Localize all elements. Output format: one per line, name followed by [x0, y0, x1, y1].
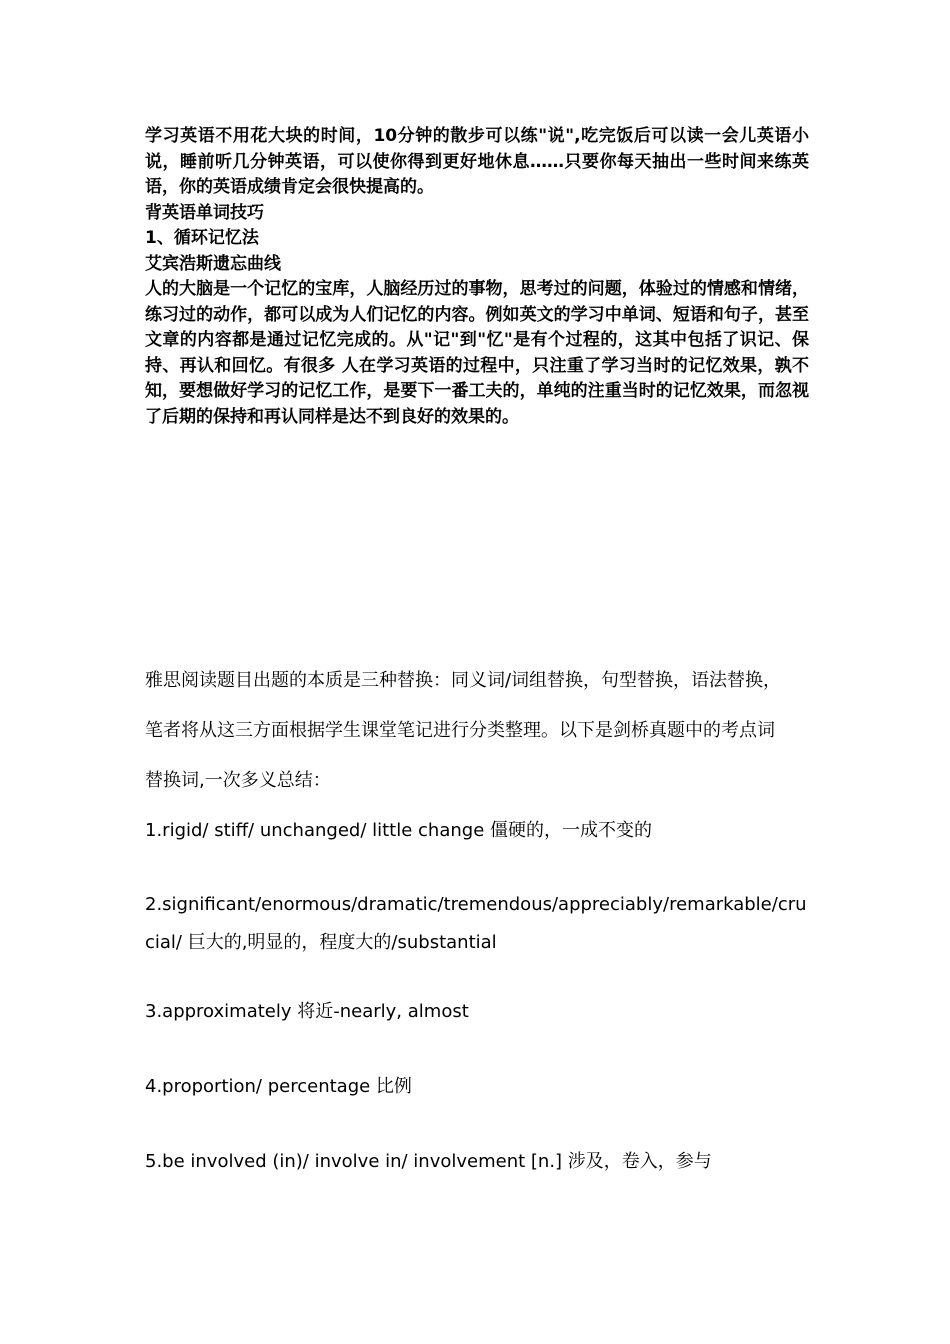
synonym-item-1: 1.rigid/ stiff/ unchanged/ little change 僵硬的，一成不变的: [145, 820, 652, 841]
cyclic-memory-subheading: 1、循环记忆法: [145, 228, 259, 248]
ielts-synonyms-section: [145, 656, 809, 1187]
forgetting-curve-title: 艾宾浩斯遗忘曲线: [145, 253, 281, 274]
ielts-intro-line-1: 雅思阅读题目出题的本质是三种替换：同义词/词组替换，句型替换，语法替换，: [145, 670, 782, 691]
synonym-item-2: 2.significant/enormous/dramatic/tremendous/appreciably/remarkable/crucial/ 巨大的,明显的，程度大的/substantial: [145, 894, 807, 953]
study-tips-section: [145, 124, 809, 430]
ielts-intro-line-3: 替换词,一次多义总结：: [145, 770, 331, 791]
synonym-item-4: 4.proportion/ percentage 比例: [145, 1076, 412, 1097]
synonym-item-3: 3.approximately 将近-nearly, almost: [145, 1001, 469, 1022]
vocabulary-tips-heading: 背英语单词技巧: [145, 202, 264, 223]
ielts-intro-line-2: 笔者将从这三方面根据学生课堂笔记进行分类整理。以下是剑桥真题中的考点词: [145, 720, 775, 741]
memory-body-paragraph: 人的大脑是一个记忆的宝库，人脑经历过的事物，思考过的问题，体验过的情感和情绪，练习过的动作，都可以成为人们记忆的内容。例如英文的学习中单词、短语和句子，甚至文章的内容都是通过记忆完成的。从"记"到"忆"是有个过程的，这其中包括了识记、保持、再认和回忆。有很多 人在学习英语的过程中，只注重了学习当时的记忆效果，孰不知，要想做好学习的记忆工作，是要下一番工夫的，单纯的注重当时的记忆效果，而忽视了后期的保持和再认同样是达不到良好的效果的。: [145, 279, 809, 427]
intro-paragraph: 学习英语不用花大块的时间，10分钟的散步可以练"说",吃完饭后可以读一会儿英语小说，睡前听几分钟英语，可以使你得到更好地休息……只要你每天抽出一些时间来练英语，你的英语成绩肯定会很快提高的。: [145, 126, 809, 197]
synonym-item-5: 5.be involved (in)/ involve in/ involvement [n.] 涉及，卷入，参与: [145, 1151, 712, 1172]
